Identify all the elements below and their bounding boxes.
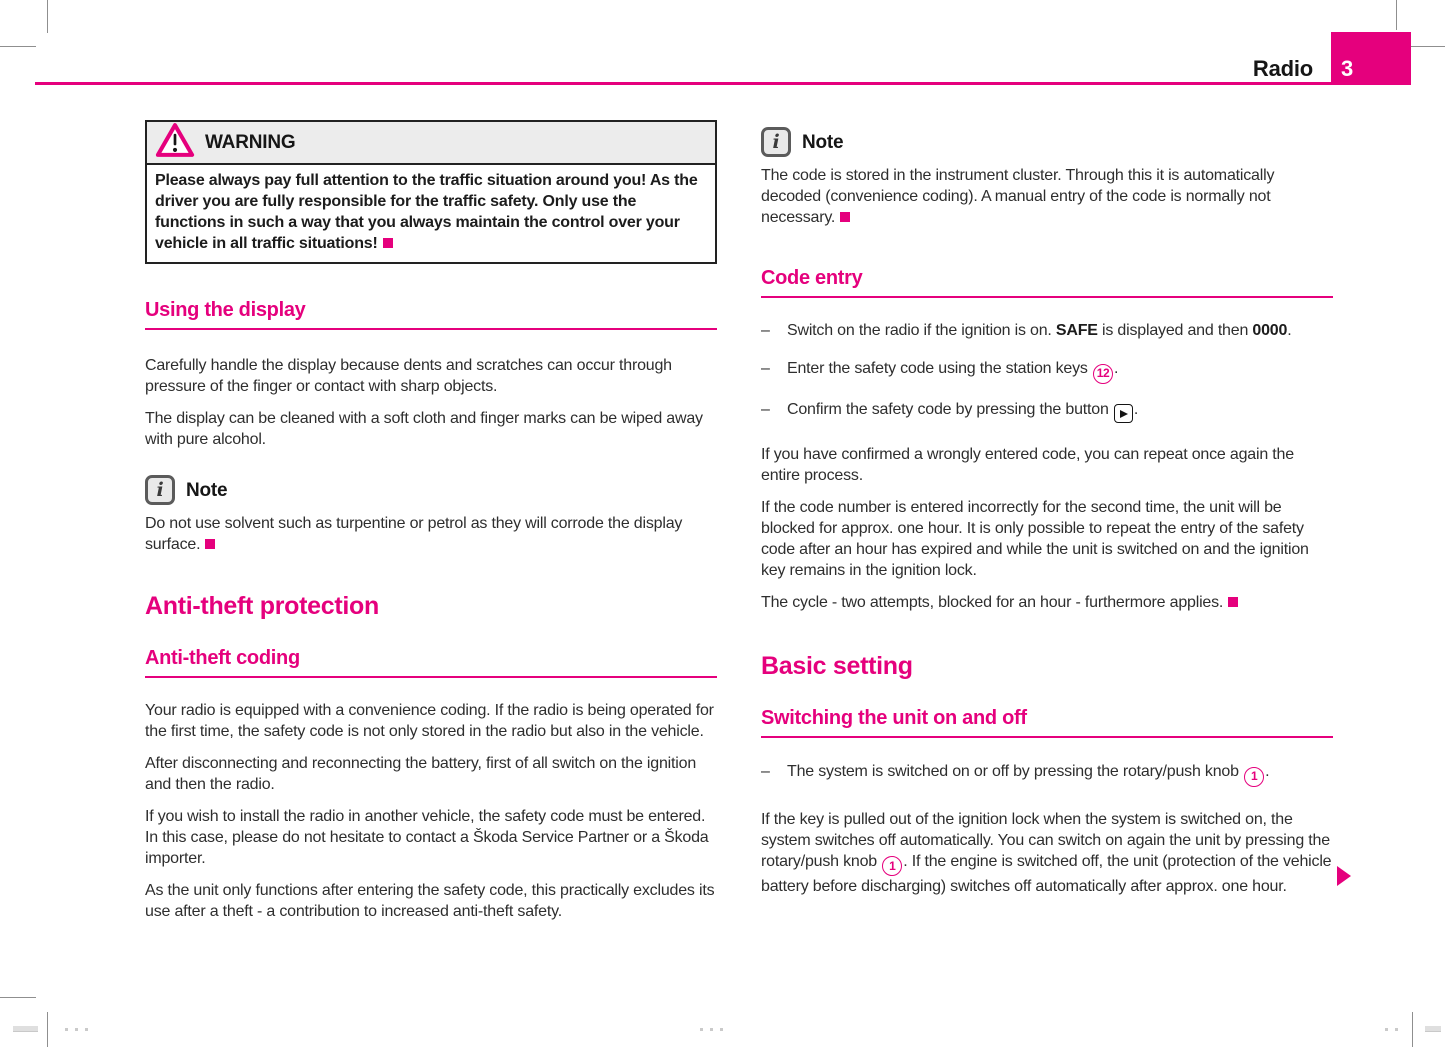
warning-body-text: Please always pay full attention to the traffic situation around you! As the driver you are fully responsible for the traffic safety. Only use the functions in such a way that you always maintain the control over your vehicle in all traffic situations!: [155, 172, 698, 252]
knob-ref-icon: 1: [882, 856, 902, 876]
right-column: [761, 120, 1333, 897]
code-entry-steps: [761, 320, 1333, 423]
step-text: .: [1287, 322, 1292, 339]
note-text: [761, 165, 1333, 228]
header-rule: [35, 82, 1331, 85]
page-number: 3: [1341, 56, 1354, 81]
dash-bullet: –: [761, 763, 770, 780]
paragraph: [761, 592, 1333, 613]
step-text: is displayed and then: [1097, 322, 1253, 339]
list-item: [761, 399, 1333, 424]
step-text: Switch on the radio if the ignition is on.: [787, 322, 1056, 339]
heading-switching-unit-on-off: Switching the unit on and off: [761, 707, 1333, 738]
play-button-icon: [1114, 404, 1133, 423]
note-text-content: The code is stored in the instrument cluster. Through this it is automatically decoded (convenience coding). A manual entry of the code is normally not necessary.: [761, 167, 1275, 226]
printer-mark: [1385, 1028, 1388, 1031]
paragraph: If you have confirmed a wrongly entered code, you can repeat once again the entire process.: [761, 446, 1294, 484]
paragraph: If the code number is entered incorrectly for the second time, the unit will be blocked for approx. one hour. It is only possible to repeat the entry of the safety code after an hour has expired and while the unit is switched on and the ignition key remains in the ignition lock.: [761, 499, 1309, 579]
step-text: The system is switched on or off by pressing the rotary/push knob: [787, 763, 1244, 780]
paragraph: [761, 809, 1333, 898]
list-item-text: [787, 358, 1333, 384]
crop-mark-top-left-vertical: [47, 0, 48, 33]
heading-code-entry: Code entry: [761, 267, 1333, 298]
heading-anti-theft-coding: Anti-theft coding: [145, 647, 717, 678]
step-text: .: [1113, 360, 1119, 377]
warning-box-header: [147, 122, 715, 165]
left-column: [145, 120, 717, 922]
printer-mark: [700, 1028, 703, 1031]
crop-mark-bottom-left-horizontal: [0, 997, 36, 998]
note-block: [761, 127, 1333, 157]
note-block: [145, 475, 717, 505]
page-number-box: [1331, 32, 1411, 85]
warning-box: [145, 120, 717, 264]
paragraph-text: . If the engine is switched off, the unit (protection of the vehicle battery before discharging) switches off automatically after approx. one hour.: [761, 852, 1332, 895]
step-text-bold: 0000: [1252, 322, 1288, 339]
paragraph: After disconnecting and reconnecting the battery, first of all switch on the ignition and then the radio.: [145, 755, 697, 793]
heading-using-the-display: Using the display: [145, 299, 717, 330]
list-item: [761, 761, 1333, 787]
printer-mark: [13, 1026, 38, 1032]
page-title: Radio: [1252, 56, 1313, 81]
crop-mark-bottom-right-vertical: [1412, 1012, 1413, 1047]
step-text: .: [1133, 400, 1139, 418]
section-end-marker: [383, 238, 393, 248]
station-keys-ref-icon: 12: [1093, 364, 1113, 384]
crop-mark-top-right-horizontal: [1411, 46, 1445, 47]
paragraph-text: If the key is pulled out of the ignition lock when the system is switched on, the system switches off automatically. You can switch on again the unit by pressing the rotary/push knob: [761, 810, 1330, 870]
warning-body: [147, 165, 715, 262]
list-item: [761, 358, 1333, 384]
knob-ref-icon: 1: [1244, 767, 1264, 787]
note-text: [145, 513, 717, 555]
step-text: Enter the safety code using the station keys: [787, 360, 1092, 377]
section-end-marker: [205, 539, 215, 549]
info-icon: i: [145, 475, 175, 505]
paragraph: Your radio is equipped with a convenience coding. If the radio is being operated for the first time, the safety code is not only stored in the radio but also in the vehicle.: [145, 702, 714, 740]
warning-triangle-icon: [155, 122, 195, 164]
continuation-arrow-icon: [1337, 866, 1351, 886]
crop-mark-top-right-vertical: [1396, 0, 1397, 30]
warning-title: WARNING: [205, 132, 296, 153]
heading-anti-theft-protection: Anti-theft protection: [145, 592, 379, 620]
dash-bullet: –: [761, 360, 770, 377]
step-text-bold: SAFE: [1055, 322, 1098, 339]
printer-mark: [1425, 1026, 1441, 1032]
crop-mark-bottom-left-vertical: [47, 1012, 48, 1047]
section-end-marker: [1228, 597, 1238, 607]
paragraph-text: The cycle - two attempts, blocked for an hour - furthermore applies.: [761, 594, 1224, 611]
section-end-marker: [840, 212, 850, 222]
dash-bullet: –: [761, 322, 770, 339]
note-label: Note: [802, 131, 844, 153]
step-text: Confirm the safety code by pressing the button: [787, 400, 1113, 418]
dash-bullet: –: [761, 400, 770, 418]
step-text: .: [1265, 763, 1270, 780]
list-item-text: [787, 320, 1333, 341]
paragraph: The display can be cleaned with a soft cloth and finger marks can be wiped away with pure alcohol.: [145, 410, 703, 448]
paragraph: If you wish to install the radio in another vehicle, the safety code must be entered. In this case, please do not hesitate to contact a Škoda Service Partner or a Škoda importer.: [145, 808, 709, 867]
printer-mark: [65, 1028, 68, 1031]
crop-mark-top-left-horizontal: [0, 46, 36, 47]
note-text-content: Do not use solvent such as turpentine or petrol as they will corrode the display surface.: [145, 515, 683, 553]
note-label: Note: [186, 479, 228, 501]
heading-basic-setting: Basic setting: [761, 652, 913, 680]
paragraph: As the unit only functions after entering the safety code, this practically excludes its use after a theft - a contribution to increased anti-theft safety.: [145, 882, 715, 920]
basic-setting-steps: [761, 761, 1333, 787]
info-icon: i: [761, 127, 791, 157]
list-item-text: [787, 761, 1333, 787]
paragraph: Carefully handle the display because dents and scratches can occur through pressure of the finger or contact with sharp objects.: [145, 357, 672, 395]
list-item: [761, 320, 1333, 341]
list-item-text: [787, 399, 1333, 424]
